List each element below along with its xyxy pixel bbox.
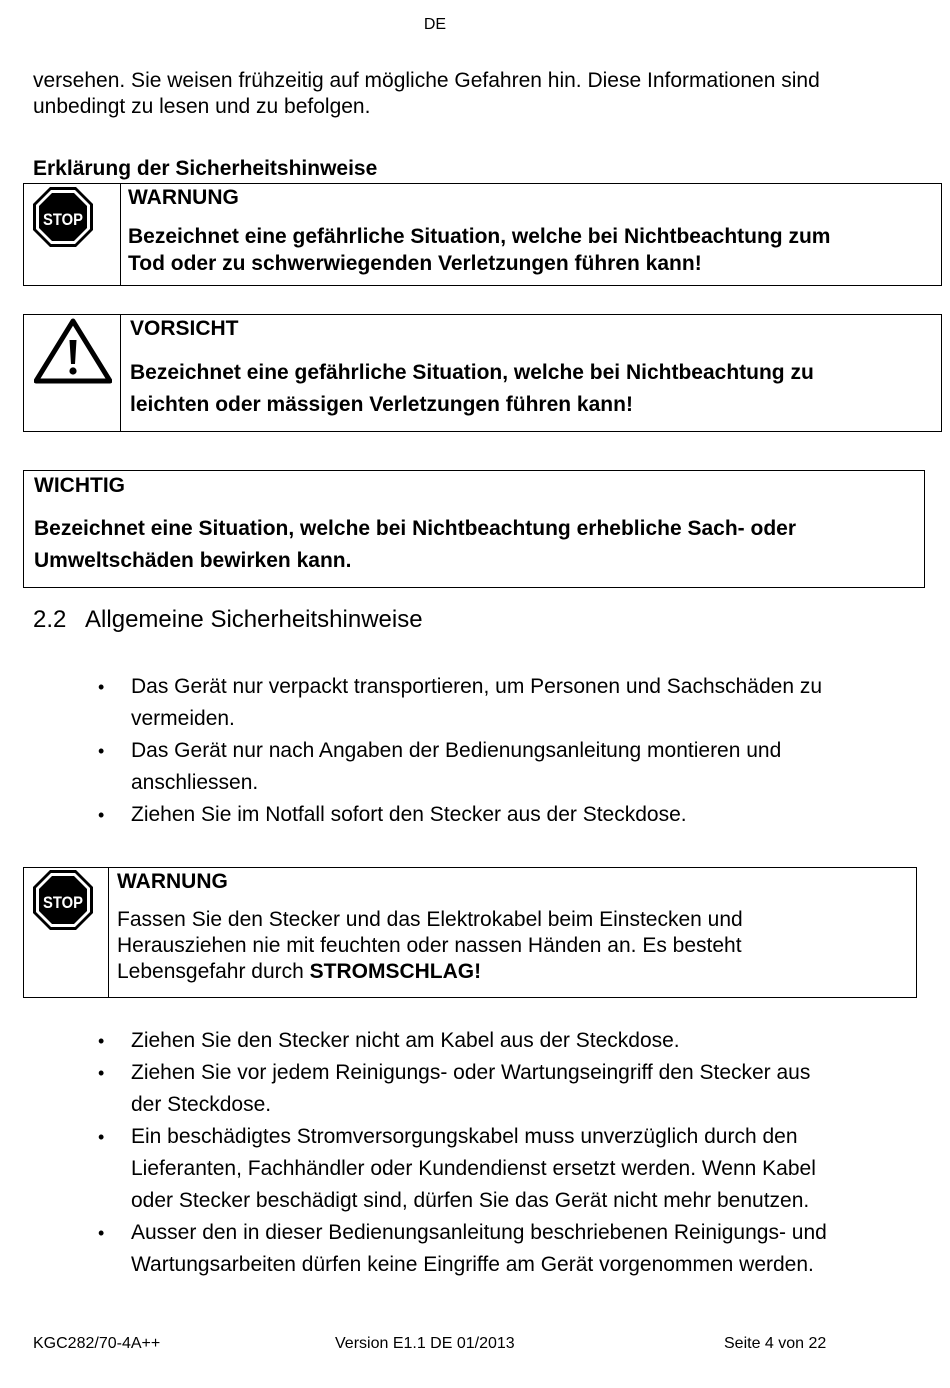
vorsicht-notice-box [23, 314, 942, 432]
warnung-electric-line [117, 959, 743, 985]
list-item-line: • Das Gerät nur verpackt transportieren, um Personen und Sachschäden zu [131, 675, 823, 698]
stop-sign-icon [32, 869, 94, 931]
wichtig-notice-box [23, 470, 925, 588]
svg-text:STOP: STOP [43, 893, 83, 912]
warnung-text [128, 223, 830, 277]
list-item [95, 1217, 925, 1281]
footer-model: KGC282/70-4A++ [33, 1335, 161, 1352]
intro-line: unbedingt zu lesen und zu befolgen. [33, 95, 371, 118]
list-item [95, 1057, 925, 1121]
vorsicht-text-line: leichten oder mässigen Verletzungen führen kann! [130, 393, 633, 416]
list-item-line: • Das Gerät nur nach Angaben der Bedienungsanleitung montieren und [131, 739, 782, 762]
list-item-line: • Ziehen Sie den Stecker nicht am Kabel aus der Steckdose. [131, 1029, 680, 1052]
list-item-line: • Ziehen Sie im Notfall sofort den Stecker aus der Steckdose. [131, 803, 687, 826]
list-item-line: der Steckdose. [131, 1093, 272, 1116]
wichtig-text [34, 513, 796, 577]
warnung-electric-notice-box [23, 867, 917, 998]
list-item-line: • Ein beschädigtes Stromversorgungskabel muss unverzüglich durch den [131, 1125, 798, 1148]
footer-version: Version E1.1 DE 01/2013 [335, 1335, 515, 1352]
list-item-line: anschliessen. [131, 771, 259, 794]
warnung-text-line: Bezeichnet eine gefährliche Situation, welche bei Nichtbeachtung zum [128, 225, 831, 248]
list-item [95, 799, 925, 831]
stop-sign-icon [32, 186, 94, 248]
section-number: 2.2 [33, 606, 67, 633]
safety-bullet-list [95, 671, 925, 831]
warnung-icon-cell [24, 184, 121, 285]
list-item-line: • Ausser den in dieser Bedienungsanleitung beschriebenen Reinigungs- und [131, 1221, 827, 1244]
vorsicht-text [130, 357, 814, 421]
section-heading [33, 606, 423, 634]
intro-line: versehen. Sie weisen frühzeitig auf mögliche Gefahren hin. Diese Informationen sind [33, 69, 820, 92]
wichtig-title: WICHTIG [34, 474, 125, 497]
svg-text:STOP: STOP [43, 210, 83, 229]
warnung-electric-prefix: Lebensgefahr durch [117, 960, 310, 983]
list-item-line: Lieferanten, Fachhändler oder Kundendienst ersetzt werden. Wenn Kabel [131, 1157, 816, 1180]
warnung-electric-text [117, 907, 743, 985]
list-item-line: • Ziehen Sie vor jedem Reinigungs- oder Wartungseingriff den Stecker aus [131, 1061, 811, 1084]
wichtig-text-line: Bezeichnet eine Situation, welche bei Nichtbeachtung erhebliche Sach- oder [34, 517, 796, 540]
vorsicht-icon-cell [24, 315, 121, 431]
footer-page-number: Seite 4 von 22 [724, 1335, 827, 1352]
warnung-electric-icon-cell [24, 868, 109, 997]
section-title: Allgemeine Sicherheitshinweise [85, 606, 423, 633]
warning-triangle-icon [34, 318, 112, 384]
vorsicht-title: VORSICHT [130, 317, 239, 340]
list-item [95, 1025, 925, 1057]
vorsicht-text-line: Bezeichnet eine gefährliche Situation, welche bei Nichtbeachtung zu [130, 361, 814, 384]
warnung-electric-line: Herausziehen nie mit feuchten oder nassen Händen an. Es besteht [117, 934, 742, 957]
electric-safety-bullet-list [95, 1025, 925, 1281]
list-item [95, 671, 925, 735]
warnung-text-line: Tod oder zu schwerwiegenden Verletzungen führen kann! [128, 252, 702, 275]
warnung-title: WARNUNG [128, 186, 239, 209]
wichtig-text-line: Umweltschäden bewirken kann. [34, 549, 352, 572]
warnung-electric-line: Fassen Sie den Stecker und das Elektrokabel beim Einstecken und [117, 908, 743, 931]
explanation-heading: Erklärung der Sicherheitshinweise [33, 157, 378, 180]
list-item [95, 1121, 925, 1217]
list-item-line: Wartungsarbeiten dürfen keine Eingriffe am Gerät vorgenommen werden. [131, 1253, 814, 1276]
electric-shock-emphasis: STROMSCHLAG! [309, 960, 482, 983]
warnung-electric-title: WARNUNG [117, 870, 228, 893]
intro-paragraph [33, 68, 820, 120]
list-item-line: oder Stecker beschädigt sind, dürfen Sie das Gerät nicht mehr benutzen. [131, 1189, 810, 1212]
list-item [95, 735, 925, 799]
language-code: DE [423, 16, 447, 33]
list-item-line: vermeiden. [131, 707, 235, 730]
warnung-notice-box [23, 183, 942, 286]
